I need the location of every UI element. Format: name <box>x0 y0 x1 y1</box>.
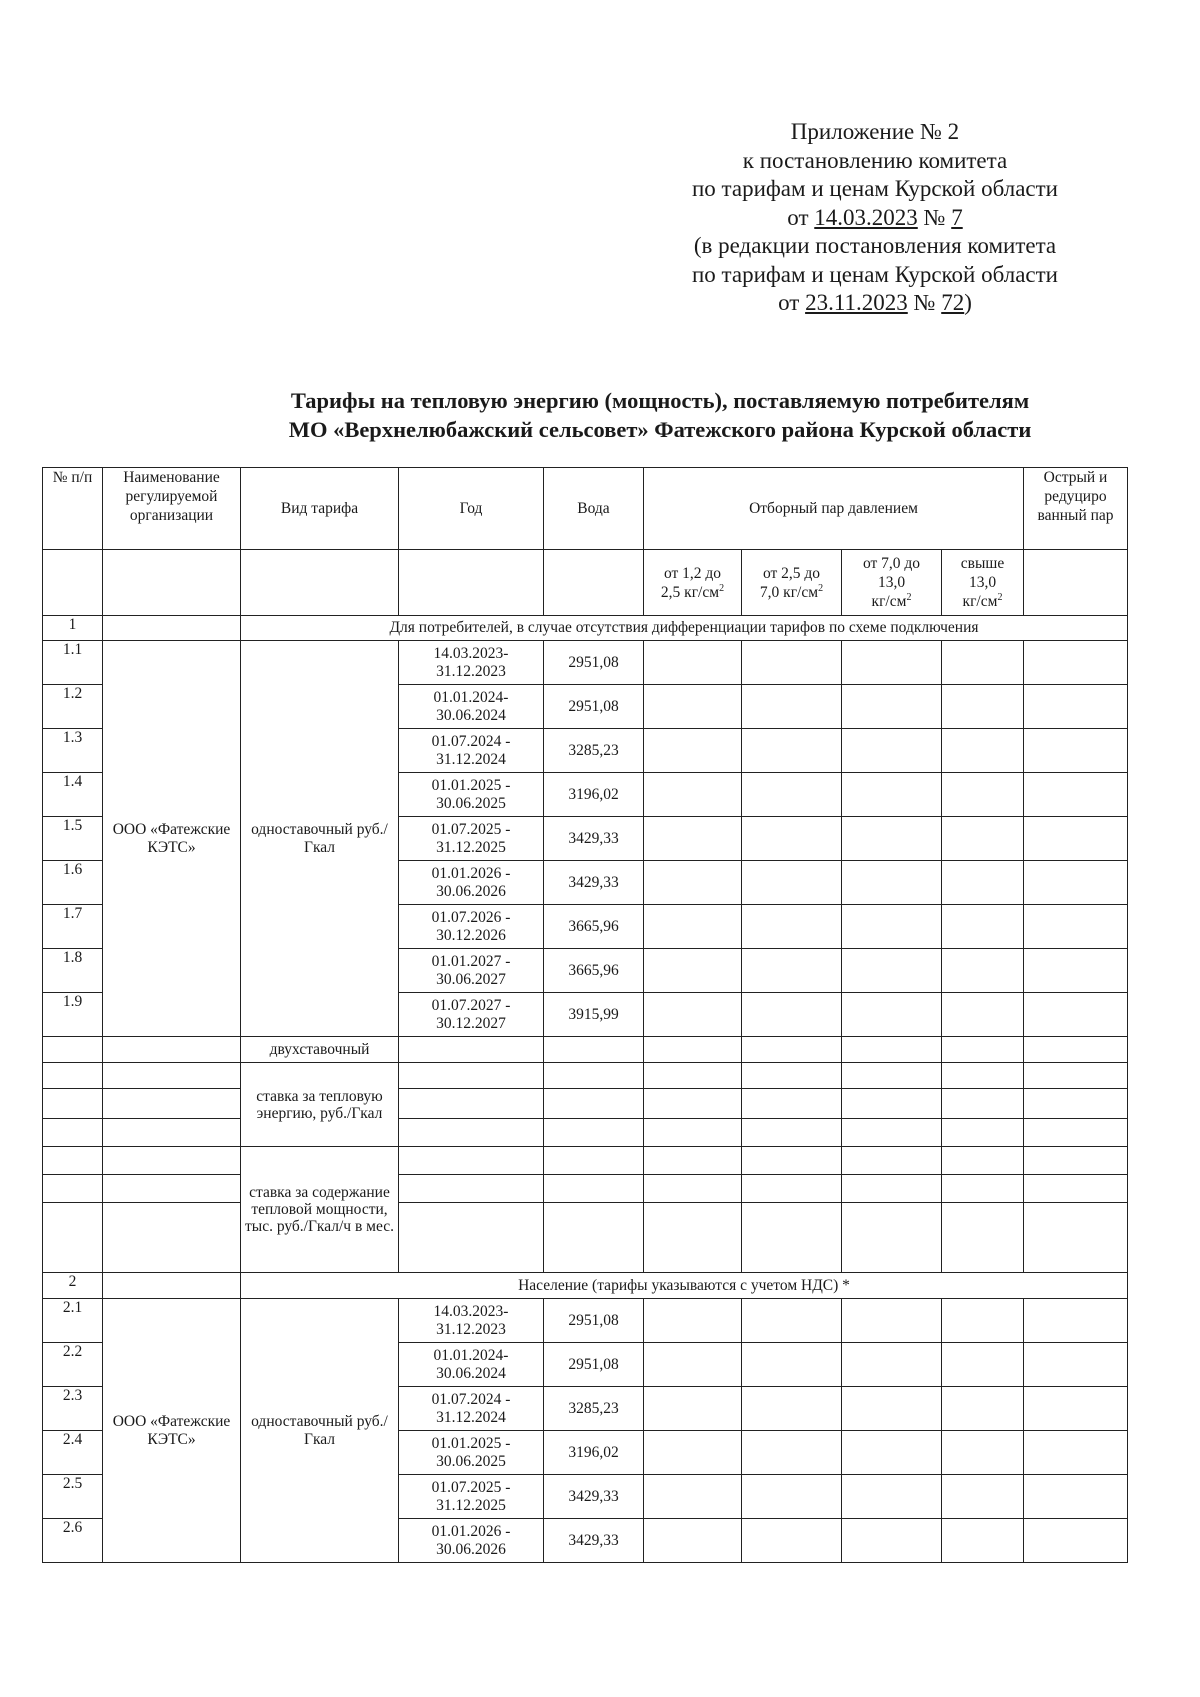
energy-rate-label: ставка за тепловую энергию, руб./Гкал <box>241 1063 399 1147</box>
appendix-header <box>640 118 1110 318</box>
section-1-org: ООО «Фатежские КЭТС» <box>103 641 241 1037</box>
table-subheader-row <box>43 550 1128 616</box>
pressure-2-5-to-7-0: от 2,5 до 7,0 $кг/см^2$ <box>742 550 842 616</box>
energy-rate-row <box>43 1063 1128 1089</box>
section-2-label: Население (тарифы указываются с учетом НДС) * <box>241 1273 1128 1299</box>
section-1-num: 1 <box>43 616 103 641</box>
appendix-committee-line: по тарифам и ценам Курской области <box>692 176 1058 201</box>
amendment-committee-line: по тарифам и ценам Курской области <box>692 261 1058 287</box>
table-row: 1.6 01.01.2026 - 30.06.2026 3429,33 <box>43 861 1128 905</box>
amendment-date-line: от 23.11.2023 № 72) <box>778 290 972 315</box>
two-rate-row <box>43 1037 1128 1063</box>
table-row: 2.5 01.07.2025 - 31.12.2025 3429,33 <box>43 1475 1128 1519</box>
capacity-rate-label: ставка за содержание тепловой мощности, тыс. руб./Гкал/ч в мес. <box>241 1147 399 1273</box>
table-row: 1.7 01.07.2026 - 30.12.2026 3665,96 <box>43 905 1128 949</box>
header-num: № п/п <box>43 468 103 550</box>
appendix-date-line: от 14.03.2023 № 7 <box>787 204 963 230</box>
amendment-line: (в редакции постановления комитета <box>693 233 1057 258</box>
table-row: 1.9 01.07.2027 - 30.12.2027 3915,99 <box>43 993 1128 1037</box>
table-row: 2.2 01.01.2024-30.06.2024 2951,08 <box>43 1343 1128 1387</box>
energy-rate-row <box>43 1089 1128 1119</box>
tariff-table-wrapper <box>42 467 1127 1563</box>
amendment-date: 23.11.2023 <box>805 290 908 315</box>
table-header-row <box>43 468 1128 550</box>
header-org: Наименование регулируемой организации <box>103 468 241 550</box>
section-2-tariff: одноставочный руб./Гкал <box>241 1299 399 1563</box>
table-row: 1.8 01.01.2027 - 30.06.2027 3665,96 <box>43 949 1128 993</box>
resolution-number: 7 <box>951 204 963 230</box>
title-line-1: Тарифы на тепловую энергию (мощность), поставляемую потребителям <box>290 388 1030 413</box>
table-row: 2.3 01.07.2024 - 31.12.2024 3285,23 <box>43 1387 1128 1431</box>
header-water: Вода <box>544 468 644 550</box>
capacity-rate-row <box>43 1147 1128 1175</box>
capacity-rate-row <box>43 1203 1128 1273</box>
section-1-label: Для потребителей, в случае отсутствия дифференциации тарифов по схеме подключения <box>241 616 1128 641</box>
table-row: 1.1 ООО «Фатежские КЭТС» одноставочный руб./Гкал 14.03.2023-31.12.2023 2951,08 <box>43 641 1128 685</box>
header-steam: Отборный пар давлением <box>644 468 1024 550</box>
amendment-number: 72 <box>941 290 965 315</box>
table-row: 1.5 01.07.2025 - 31.12.2025 3429,33 <box>43 817 1128 861</box>
document-title <box>220 386 1100 444</box>
table-row: 1.4 01.01.2025 - 30.06.2025 3196,02 <box>43 773 1128 817</box>
section-2-num: 2 <box>43 1273 103 1299</box>
section-2-org: ООО «Фатежские КЭТС» <box>103 1299 241 1563</box>
table-row: 1.3 01.07.2024 - 31.12.2024 3285,23 <box>43 729 1128 773</box>
pressure-1-2-to-2-5: от 1,2 до 2,5 $кг/см^2$ <box>644 550 742 616</box>
section-1-row <box>43 616 1128 641</box>
appendix-ref-line: к постановлению комитета <box>742 147 1008 173</box>
pressure-over-13-0: свыше 13,0 $кг/см^2$ <box>942 550 1024 616</box>
section-1-tariff: одноставочный руб./Гкал <box>241 641 399 1037</box>
section-2-row <box>43 1273 1128 1299</box>
resolution-date: 14.03.2023 <box>814 204 918 230</box>
energy-rate-row <box>43 1119 1128 1147</box>
pressure-7-0-to-13-0: от 7,0 до 13,0 $кг/см^2$ <box>842 550 942 616</box>
header-sharp-steam: Острый и редуциро ванный пар <box>1024 468 1128 550</box>
table-row: 2.4 01.01.2025 - 30.06.2025 3196,02 <box>43 1431 1128 1475</box>
appendix-number: Приложение № 2 <box>790 119 960 144</box>
capacity-rate-row <box>43 1175 1128 1203</box>
tariff-table <box>42 467 1128 1563</box>
title-line-2: МО «Верхнелюбажский сельсовет» Фатежского района Курской области <box>288 417 1032 442</box>
table-row: 2.6 01.01.2026 - 30.06.2026 3429,33 <box>43 1519 1128 1563</box>
table-row: 2.1 ООО «Фатежские КЭТС» одноставочный руб./Гкал 14.03.2023-31.12.2023 2951,08 <box>43 1299 1128 1343</box>
header-year: Год <box>399 468 544 550</box>
two-rate-label: двухставочный <box>241 1037 399 1063</box>
table-row: 1.2 01.01.2024-30.06.2024 2951,08 <box>43 685 1128 729</box>
header-tariff-type: Вид тарифа <box>241 468 399 550</box>
